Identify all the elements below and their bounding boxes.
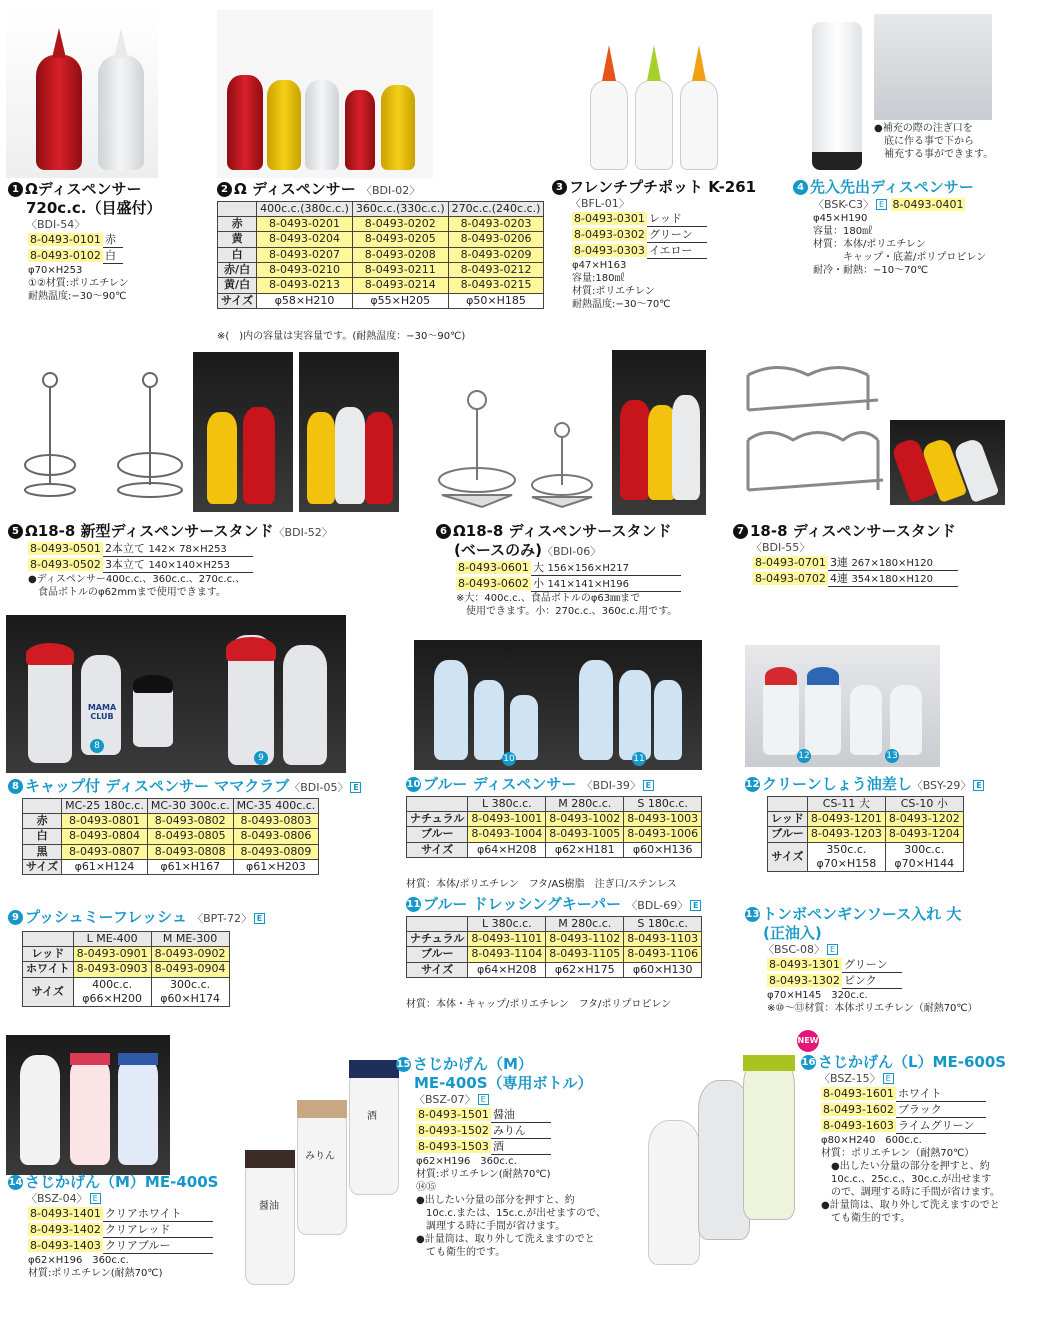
product-photo-p16: [638, 1040, 798, 1270]
p13-title: 13 トンボペンギンソース入れ 大: [745, 905, 962, 923]
p3-item: 8-0493-0302 グリーン: [552, 227, 756, 243]
p3-title: 3 フレンチプチポット K-261: [552, 178, 756, 197]
p1-title2: 720c.c.（目盛付）: [26, 198, 162, 217]
p5-title: 5 Ω18-8 新型ディスペンサースタンド〈BDI-52〉: [8, 522, 333, 541]
p10-title: 10 ブルー ディスペンサー 〈BDI-39〉 E: [406, 775, 702, 794]
p3-note: φ47×H163: [572, 260, 627, 272]
table-row: レッド 8-0493-1201 8-0493-1202: [768, 812, 964, 827]
p3-ref: 〈BFL-01〉: [570, 196, 630, 210]
bottle-label-sake: 酒: [367, 1111, 377, 1122]
product-photo-p4-detail: [874, 14, 992, 120]
product-p15: [396, 1055, 606, 1259]
product-photo-p5-b: [299, 352, 399, 512]
p15-note: 10c.c.または、15c.c.が出せますので、: [426, 1207, 606, 1219]
p14-item: 8-0493-1402 クリアレッド: [8, 1222, 218, 1238]
product-p6: [436, 522, 681, 618]
p2-note: ※( )内の容量は実容量です。(耐熱温度：−30〜90℃): [217, 331, 466, 342]
product-photo-p2: [217, 10, 433, 178]
p16-item: 8-0493-1602 ブラック: [801, 1102, 1006, 1118]
p1-item: 8-0493-0102 白: [8, 248, 162, 264]
table-row: 白 8-0493-0207 8-0493-0208 8-0493-0209: [218, 247, 544, 262]
p6-item: 8-0493-0602 小 141×141×H196: [436, 576, 681, 592]
p1-ref: 〈BDI-54〉: [26, 217, 86, 231]
p4-note: 容量：180㎖: [813, 225, 873, 237]
p7-item: 8-0493-0701 3連 267×180×H120: [733, 555, 958, 571]
p16-title: 16 さじかげん（L）ME-600S: [801, 1053, 1007, 1071]
p14-note: 材質:ポリエチレン(耐熱70℃): [28, 1268, 163, 1280]
p7-item: 8-0493-0702 4連 354×180×H120: [733, 571, 958, 587]
product-photo-p3: [585, 40, 725, 175]
product-p12: [745, 775, 984, 872]
p4-note: 耐冷・耐熱：−10〜70℃: [813, 264, 929, 276]
p8-table: MC-25 180c.c. MC-30 300c.c. MC-35 400c.c. 赤 8-0493-0801 8-0493-0802 8-0493-0803 白 8-0493-0804 8-0493-0805 8-0493-0806 黒 8-0493-0807 8-0493-0808 8-0493-0809 サイズ φ61×H124 φ61×H167 φ61×H203: [22, 798, 319, 875]
p16-ref: 〈BSZ-15〉 E: [801, 1072, 1006, 1086]
p3-item: 8-0493-0301 レッド: [552, 211, 756, 227]
p1-title: 1 Ωディスペンサー: [8, 180, 162, 199]
product-p7: [733, 522, 958, 587]
p15-note: ●出したい分量の部分を押すと、約: [416, 1194, 575, 1206]
table-row: ホワイト 8-0493-0903 8-0493-0904: [23, 962, 230, 977]
new-badge: NEW: [797, 1030, 819, 1052]
table-row: ナチュラル 8-0493-1101 8-0493-1102 8-0493-1103: [407, 932, 702, 947]
product-p5: [8, 522, 333, 599]
product-photo-p5-a: [193, 352, 293, 512]
table-row: サイズ φ64×H208 φ62×H175 φ60×H130: [407, 962, 702, 977]
p11-img-tag: 11: [633, 754, 645, 764]
table-row: サイズ 350c.c. φ70×H158 300c.c. φ70×H144: [768, 842, 964, 872]
product-p4: [793, 178, 986, 277]
table-row: 黄 8-0493-0204 8-0493-0205 8-0493-0206: [218, 232, 544, 247]
product-photo-p6-stands: [432, 385, 602, 510]
product-p16: [801, 1053, 1006, 1225]
product-photo-p4: [812, 22, 862, 170]
p14-item: 8-0493-1403 クリアブルー: [8, 1238, 218, 1254]
p14-ref: 〈BSZ-04〉 E: [8, 1192, 218, 1206]
p16-note: ●出したい分量の部分を押すと、約: [831, 1161, 990, 1173]
p6-item: 8-0493-0601 大 156×156×H217: [436, 560, 681, 576]
p15-item: 8-0493-1502 みりん: [396, 1123, 606, 1139]
p1-item: 8-0493-0101 赤: [8, 232, 162, 248]
p16-note: ても衛生的です。: [831, 1213, 911, 1225]
p4-item: 〈BSK-C3〉 E 8-0493-0401: [813, 197, 964, 211]
p14-note: φ62×H196 360c.c.: [28, 1255, 129, 1267]
p2-title: 2 Ω ディスペンサー 〈BDI-02〉: [217, 180, 544, 199]
product-p13: [745, 905, 978, 1015]
p15-note: ●計量筒は、取り外して洗えますのでと: [416, 1233, 595, 1245]
p4-note: 材質：本体/ポリエチレン: [813, 238, 926, 250]
p16-note: ので、調理する時に手間が省けます。: [831, 1187, 1000, 1199]
table-row: レッド 8-0493-0901 8-0493-0902: [23, 947, 230, 962]
p15-ref: 〈BSZ-07〉 E: [396, 1093, 606, 1107]
product-photo-p10-p11: [414, 640, 702, 770]
product-p2: [217, 180, 544, 309]
product-photo-p15: [245, 1050, 415, 1290]
p8-img-tag: 8: [90, 739, 104, 753]
p13-img-tag: 13: [886, 751, 898, 761]
product-p10: [406, 775, 702, 858]
product-p9: [8, 908, 265, 1007]
p5-note: 食品ボトルのφ62mmまで使用できます。: [38, 586, 227, 598]
p6-note: 使用できます。小：270c.c.、360c.c.用です。: [466, 605, 678, 617]
p15-item: 8-0493-1501 醤油: [396, 1107, 606, 1123]
product-p3: [552, 178, 756, 311]
product-photo-p8-p9: [6, 615, 346, 773]
p13-note: φ70×H145 320c.c.: [767, 989, 868, 1001]
p6-title2: (ベースのみ)〈BDI-06〉: [454, 540, 602, 559]
table-row: 赤 8-0493-0801 8-0493-0802 8-0493-0803: [23, 814, 319, 829]
p14-title: 14 さじかげん（M）ME-400S: [8, 1173, 219, 1191]
p15-note: 材質:ポリエチレン(耐熱70℃): [416, 1168, 551, 1180]
p4-note: キャップ・底蓋/ポリプロピレン: [813, 251, 987, 263]
product-photo-p7-stands: [738, 355, 886, 505]
p15-note: φ62×H196 360c.c.: [416, 1155, 517, 1167]
p5-item: 8-0493-0502 3本立て 140×140×H253: [8, 557, 333, 573]
table-row: 赤 8-0493-0201 8-0493-0202 8-0493-0203: [218, 217, 544, 232]
product-photo-p12-p13: [745, 645, 940, 767]
table-row: 白 8-0493-0804 8-0493-0805 8-0493-0806: [23, 829, 319, 844]
p7-ref: 〈BDI-55〉: [751, 540, 811, 554]
table-row: サイズ φ64×H208 φ62×H181 φ60×H136: [407, 842, 702, 857]
p8-logo: MAMA CLUB: [87, 703, 117, 721]
table-row: ブルー 8-0493-1104 8-0493-1105 8-0493-1106: [407, 947, 702, 962]
p13-item: 8-0493-1301 グリーン: [745, 957, 978, 973]
p11-note: 材質：本体・キャップ/ポリエチレン フタ/ポリプロピレン: [406, 999, 672, 1010]
p6-note: ※大：400c.c.、食品ボトルのφ63㎜まで: [456, 592, 641, 604]
bottle-label-shoyu: 醤油: [259, 1201, 279, 1212]
table-row: 黄/白 8-0493-0213 8-0493-0214 8-0493-0215: [218, 278, 544, 293]
p11-title: 11 ブルー ドレッシングキーパー 〈BDL-69〉 E: [406, 895, 702, 914]
p16-note: ●計量筒は、取り外して洗えますのでと: [821, 1200, 1000, 1212]
product-p14: [8, 1173, 218, 1280]
p16-note: 10c.c.、25c.c.、30c.c.が出せます: [831, 1174, 992, 1186]
p4-title: 4 先入先出ディスペンサー: [793, 178, 986, 197]
p13-ref: 〈BSC-08〉 E: [745, 943, 978, 957]
p1-note: φ70×H253: [28, 264, 83, 276]
p12-title: 12 クリーンしょう油差し〈BSY-29〉 E: [745, 775, 984, 794]
p1-note: 耐熱温度:−30〜90℃: [28, 290, 127, 302]
product-p8: [8, 777, 361, 875]
table-row: サイズ φ58×H210 φ55×H205 φ50×H185: [218, 293, 544, 308]
p10-note: 材質：本体/ポリエチレン フタ/AS樹脂 注ぎ口/ステンレス: [406, 879, 677, 890]
p9-img-tag: 9: [254, 751, 268, 765]
product-photo-p7: [890, 420, 1005, 505]
table-row: ブルー 8-0493-1004 8-0493-1005 8-0493-1006: [407, 827, 702, 842]
p3-note: 容量:180㎖: [572, 273, 625, 285]
p12-img-tag: 12: [798, 751, 810, 761]
p2-table: 400c.c.(380c.c.) 360c.c.(330c.c.) 270c.c.(240c.c.) 赤 8-0493-0201 8-0493-0202 8-0493-0203 黄 8-0493-0204 8-0493-0205 8-0493-0206 白 8-0493-0207 8-0493-0208 8-0493-0209 赤/白 8-0493-0210 8-0493-0211 8-0493-0212 黄/白 8-0493-0213 8-0493-0214 8-0493-0215 サイズ φ58×H210 φ55×H205 φ50×H185: [217, 201, 544, 309]
p16-item: 8-0493-1601 ホワイト: [801, 1086, 1006, 1102]
table-row: 黒 8-0493-0807 8-0493-0808 8-0493-0809: [23, 844, 319, 859]
p6-title: 6 Ω18-8 ディスペンサースタンド: [436, 522, 681, 541]
p9-table: L ME-400 M ME-300 レッド 8-0493-0901 8-0493-0902 ホワイト 8-0493-0903 8-0493-0904 サイズ 400c.c. φ66×H200 300c.c. φ60×H174: [22, 931, 230, 1007]
table-row: ナチュラル 8-0493-1001 8-0493-1002 8-0493-1003: [407, 812, 702, 827]
p9-title: 9 プッシュミーフレッシュ 〈BPT-72〉 E: [8, 908, 265, 927]
p5-item: 8-0493-0501 2本立て 142× 78×H253: [8, 541, 333, 557]
p11-table: L 380c.c. M 280c.c. S 180c.c. ナチュラル 8-0493-1101 8-0493-1102 8-0493-1103 ブルー 8-0493-1104 8-0493-1105 8-0493-1106 サイズ φ64×H208 φ62×H175 φ60×H130: [406, 916, 702, 978]
p12-table: CS-11 大 CS-10 小 レッド 8-0493-1201 8-0493-1202 ブルー 8-0493-1203 8-0493-1204 サイズ 350c.c. φ70×H158 300c.c. φ70×H144: [767, 796, 964, 872]
p8-title: 8 キャップ付 ディスペンサー ママクラブ〈BDI-05〉 E: [8, 777, 361, 796]
product-p1: [8, 180, 162, 303]
table-row: ブルー 8-0493-1203 8-0493-1204: [768, 827, 964, 842]
product-p11: [406, 895, 702, 978]
p10-img-tag: 10: [503, 754, 515, 764]
p15-note: 調理する時に手間が省けます。: [426, 1220, 566, 1232]
p16-note: 材質：ポリエチレン（耐熱70℃）: [821, 1148, 975, 1160]
p14-item: 8-0493-1401 クリアホワイト: [8, 1206, 218, 1222]
product-photo-p1: [6, 10, 158, 178]
p4-caption: ●補充の際の注ぎ口を 底に作る事で下から 補充する事ができます。: [874, 123, 994, 160]
product-photo-p6: [612, 350, 706, 515]
p15-title: 15 さじかげん（M）: [396, 1055, 533, 1073]
p15-item: 8-0493-1503 酒: [396, 1139, 606, 1155]
p15-note: ても衛生的です。: [426, 1246, 506, 1258]
p4-note: φ45×H190: [813, 212, 868, 224]
bottle-label-mirin: みりん: [305, 1151, 335, 1162]
p7-title: 7 18-8 ディスペンサースタンド: [733, 522, 958, 541]
table-row: サイズ 400c.c. φ66×H200 300c.c. φ60×H174: [23, 977, 230, 1007]
p3-note: 材質:ポリエチレン: [572, 286, 655, 298]
p10-table: L 380c.c. M 280c.c. S 180c.c. ナチュラル 8-0493-1001 8-0493-1002 8-0493-1003 ブルー 8-0493-1004 8-0493-1005 8-0493-1006 サイズ φ64×H208 φ62×H181 φ60×H136: [406, 796, 702, 858]
p15-note: ⑭⑮: [416, 1181, 436, 1193]
p13-note: ※⑩〜⑬材質：本体ポリエチレン（耐熱70℃）: [767, 1002, 978, 1014]
p16-note: φ80×H240 600c.c.: [821, 1135, 922, 1147]
product-photo-p5-stands: [20, 365, 185, 500]
p13-title2: (正油入): [763, 923, 822, 942]
product-photo-p14: [6, 1035, 170, 1175]
p15-title2: ME-400S（専用ボトル）: [414, 1073, 593, 1092]
p5-note: ●ディスペンサー400c.c.、360c.c.、270c.c.、: [28, 573, 246, 585]
p3-note: 耐熱温度:−30〜70℃: [572, 299, 671, 311]
p16-item: 8-0493-1603 ライムグリーン: [801, 1118, 1006, 1134]
table-row: 赤/白 8-0493-0210 8-0493-0211 8-0493-0212: [218, 262, 544, 277]
p1-note: ①②材質:ポリエチレン: [28, 277, 129, 289]
p13-item: 8-0493-1302 ピンク: [745, 973, 978, 989]
p3-item: 8-0493-0303 イエロー: [552, 243, 756, 259]
table-row: サイズ φ61×H124 φ61×H167 φ61×H203: [23, 859, 319, 874]
